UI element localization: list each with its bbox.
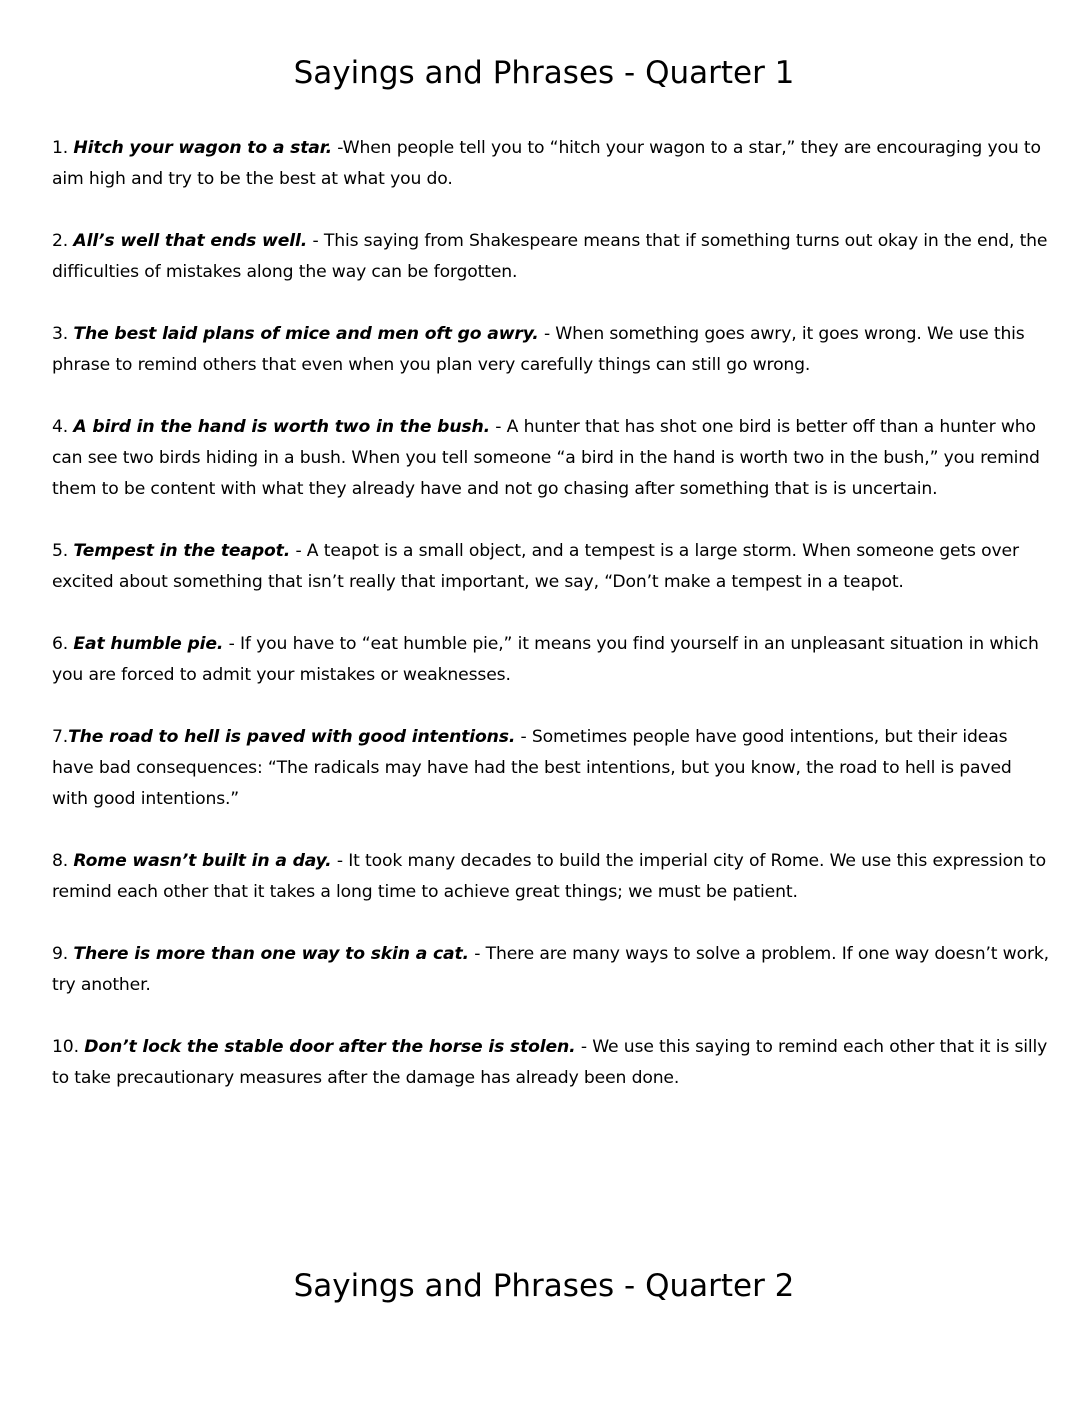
list-item [52,722,1052,815]
item-number: 10. [52,1037,85,1057]
saying-meaning: - It took many decades to build the imperial city of Rome. We use this expression to remind each other that it takes a long time to achieve great things; we must be patient. [52,851,1046,902]
saying-phrase: Don’t lock the stable door after the horse is stolen. [84,1037,576,1057]
saying-phrase: Rome wasn’t built in a day. [73,851,332,871]
list-item [52,939,1052,1001]
item-number: 3. [52,324,74,344]
saying-phrase: Eat humble pie. [73,634,224,654]
saying-phrase: Hitch your wagon to a star. [73,138,332,158]
saying-meaning: -When people tell you to “hitch your wagon to a star,” they are encouraging you to aim high and try to be the best at what you do. [52,138,1041,189]
saying-meaning: - This saying from Shakespeare means that if something turns out okay in the end, the difficulties of mistakes along the way can be forgotten. [52,231,1048,282]
list-item [52,629,1052,691]
saying-meaning: - Sometimes people have good intentions, but their ideas have bad consequences: “The radicals may have had the best intentions, but you know, the road to hell is paved with good intentions.” [52,727,1012,809]
saying-meaning: - There are many ways to solve a problem. If one way doesn’t work, try another. [52,944,1049,995]
page-title-quarter-2: Sayings and Phrases - Quarter 2 [293,1268,795,1304]
saying-phrase: A bird in the hand is worth two in the bush. [73,417,490,437]
list-item [52,1032,1052,1094]
saying-meaning: - When something goes awry, it goes wrong. We use this phrase to remind others that even when you plan very carefully things can still go wrong. [52,324,1025,375]
saying-phrase: The best laid plans of mice and men oft go awry. [73,324,539,344]
list-item [52,536,1052,598]
list-item [52,133,1052,195]
item-number: 5. [52,541,74,561]
item-number: 7. [52,727,69,747]
item-number: 4. [52,417,74,437]
saying-phrase: Tempest in the teapot. [73,541,291,561]
saying-phrase: There is more than one way to skin a cat. [73,944,469,964]
item-number: 2. [52,231,74,251]
saying-meaning: - A teapot is a small object, and a tempest is a large storm. When someone gets over excited about something that isn’t really that important, we say, “Don’t make a tempest in a teapot. [52,541,1019,592]
list-item [52,846,1052,908]
saying-meaning: - A hunter that has shot one bird is better off than a hunter who can see two birds hiding in a bush. When you tell someone “a bird in the hand is worth two in the bush,” you remind them to be content with what they already have and not go chasing after something that is is uncertain. [52,417,1040,499]
sayings-list [52,133,1052,1125]
saying-meaning: - If you have to “eat humble pie,” it means you find yourself in an unpleasant situation in which you are forced to admit your mistakes or weaknesses. [52,634,1039,685]
page-title-quarter-1: Sayings and Phrases - Quarter 1 [293,55,795,91]
list-item [52,226,1052,288]
saying-meaning: - We use this saying to remind each other that it is silly to take precautionary measures after the damage has already been done. [52,1037,1048,1088]
item-number: 1. [52,138,74,158]
item-number: 8. [52,851,74,871]
list-item [52,319,1052,381]
item-number: 6. [52,634,74,654]
item-number: 9. [52,944,74,964]
list-item [52,412,1052,505]
saying-phrase: The road to hell is paved with good intentions. [68,727,516,747]
saying-phrase: All’s well that ends well. [73,231,308,251]
